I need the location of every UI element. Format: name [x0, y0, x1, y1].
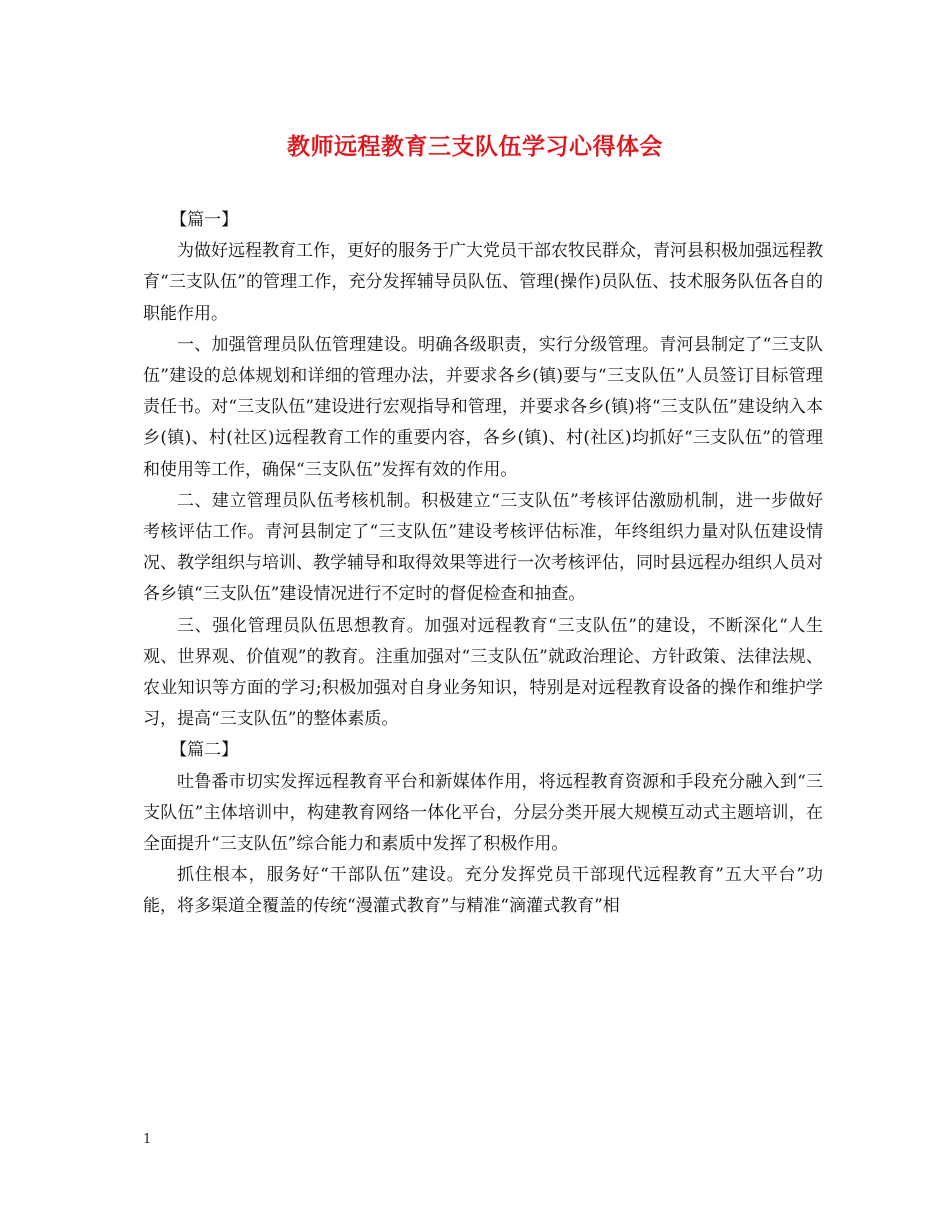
paragraph: 吐鲁番市切实发挥远程教育平台和新媒体作用，将远程教育资源和手段充分融入到“三支队伍”主体培训中，构建教育网络一体化平台，分层分类开展大规模互动式主题培训，在全面提升“三支队伍”综合能力和素质中发挥了积极作用。	[143, 771, 823, 855]
paragraph: 一、加强管理员队伍管理建设。明确各级职责，实行分级管理。青河县制定了“三支队伍”建设的总体规划和详细的管理办法，并要求各乡(镇)要与“三支队伍”人员签订目标管理责任书。对“三支队伍”建设进行宏观指导和管理，并要求各乡(镇)将“三支队伍”建设纳入本乡(镇)、村(社区)远程教育工作的重要内容，各乡(镇)、村(社区)均抓好“三支队伍”的管理和使用等工作，确保“三支队伍”发挥有效的作用。	[143, 334, 823, 480]
paragraph: 二、建立管理员队伍考核机制。积极建立“三支队伍”考核评估激励机制，进一步做好考核评估工作。青河县制定了“三支队伍”建设考核评估标准，年终组织力量对队伍建设情况、教学组织与培训、教学辅导和取得效果等进行一次考核评估，同时县远程办组织人员对各乡镇“三支队伍”建设情况进行不定时的督促检查和抽查。	[143, 490, 823, 605]
page-number: 1	[143, 1132, 152, 1147]
paragraph: 为做好远程教育工作，更好的服务于广大党员干部农牧民群众，青河县积极加强远程教育“三支队伍”的管理工作，充分发挥辅导员队伍、管理(操作)员队伍、技术服务队伍各自的职能作用。	[143, 241, 823, 324]
section-heading: 【篇一】	[170, 210, 239, 230]
section-heading: 【篇二】	[170, 740, 239, 761]
document-body	[143, 205, 823, 923]
document-title: 教师远程教育三支队伍学习心得体会	[287, 133, 663, 160]
paragraph: 三、强化管理员队伍思想教育。加强对远程教育“三支队伍”的建设，不断深化“人生观、世界观、价值观”的教育。注重加强对“三支队伍”就政治理论、方针政策、法律法规、农业知识等方面的学习;积极加强对自身业务知识，特别是对远程教育设备的操作和维护学习，提高“三支队伍”的整体素质。	[143, 615, 823, 730]
paragraph: 抓住根本，服务好“干部队伍”建设。充分发挥党员干部现代远程教育”五大平台”功能，将多渠道全覆盖的传统“漫灌式教育”与精准“滴灌式教育”相	[143, 865, 823, 917]
